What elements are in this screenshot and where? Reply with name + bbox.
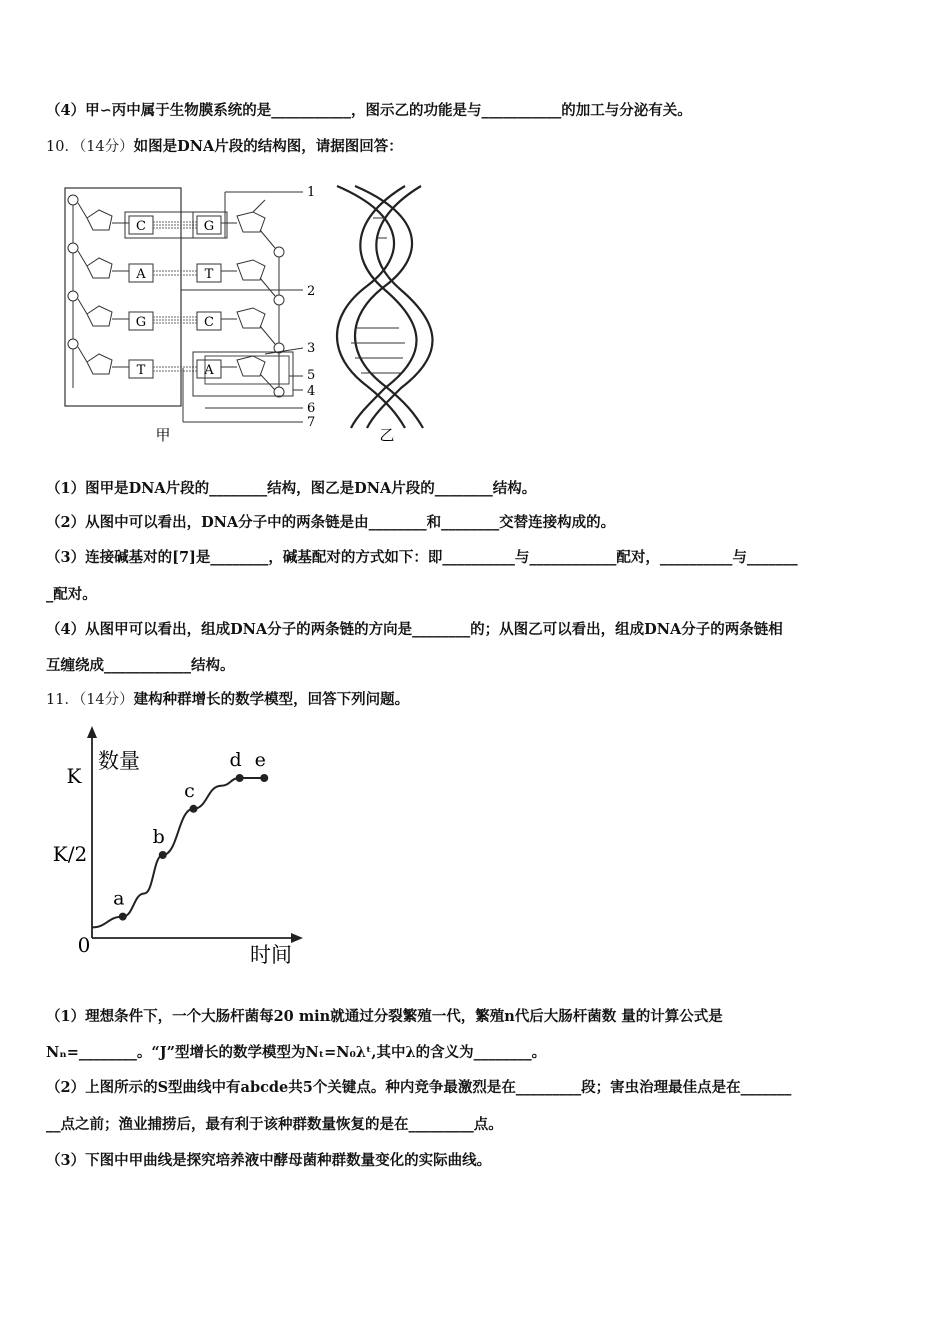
q11-points: （14分） — [78, 692, 134, 708]
callout-2: 2 — [307, 284, 316, 299]
point-e — [260, 774, 268, 782]
helix-rungs — [351, 218, 405, 373]
callout-5: 5 — [307, 368, 316, 383]
q10-part3a: （3）连接碱基对的[7]是________，碱基配对的方式如下：即__________与____________配对，__________与_______ — [46, 549, 798, 566]
callout-7: 7 — [307, 415, 316, 430]
y-axis-arrow-icon — [87, 726, 97, 738]
point-a — [119, 913, 127, 921]
q11-header — [46, 690, 409, 710]
q10-part4a: （4）从图甲可以看出，组成DNA分子的两条链的方向是________的；从图乙可以看出，组成DNA分子的两条链相 — [46, 621, 783, 638]
base-left-4: T — [136, 363, 146, 378]
s-curve-chart — [50, 722, 310, 972]
q10-points: （14分） — [78, 139, 134, 155]
q10-part1: （1）图甲是DNA片段的________结构，图乙是DNA片段的________结构。 — [46, 480, 537, 497]
point-label-b: b — [152, 826, 165, 848]
y-tick-k: K — [66, 764, 82, 788]
y-axis-label: 数量 — [98, 749, 140, 773]
q11-part3: （3）下图中甲曲线是探究培养液中酵母菌种群数量变化的实际曲线。 — [46, 1152, 492, 1169]
y-tick-zero: 0 — [77, 933, 91, 957]
point-label-c: c — [184, 779, 195, 802]
q11-part1a: （1）理想条件下，一个大肠杆菌每20 min就通过分裂繁殖一代，繁殖n代后大肠杆菌数 量的计算公式是 — [46, 1008, 723, 1025]
q11-stem: 建构种群增长的数学模型，回答下列问题。 — [133, 691, 410, 708]
q9-part4: （4）甲∽丙中属于生物膜系统的是___________，图示乙的功能是与___________的加工与分泌有关。 — [46, 102, 692, 119]
point-label-e: e — [254, 749, 266, 771]
callout-4: 4 — [307, 384, 316, 399]
callout-1: 1 — [307, 185, 316, 200]
double-helix — [337, 186, 433, 428]
base-right-1: G — [203, 219, 215, 234]
point-label-d: d — [229, 749, 242, 771]
base-left-1: C — [136, 219, 146, 234]
label-jia: 甲 — [155, 426, 171, 444]
q10-header — [46, 137, 403, 157]
base-left-3: G — [135, 315, 147, 330]
base-right-4: A — [204, 363, 214, 378]
point-b — [159, 851, 167, 859]
dna-rows — [68, 195, 284, 397]
base-right-3: C — [204, 315, 214, 330]
dna-structure-figure — [55, 178, 455, 450]
left-strand-frame — [65, 188, 181, 406]
base-right-2: T — [204, 267, 214, 282]
q11-number: 11． — [46, 692, 79, 708]
q10-part4b: 互缠绕成____________结构。 — [46, 657, 235, 674]
q11-part1b: Nₙ=________。“J”型增长的数学模型为Nₜ=N₀λᵗ,其中λ的含义为________。 — [46, 1044, 547, 1061]
callout-3: 3 — [307, 341, 316, 356]
q11-part2b: __点之前；渔业捕捞后，最有利于该种群数量恢复的是在_________点。 — [46, 1116, 503, 1133]
callout-6: 6 — [307, 401, 316, 416]
x-axis-label: 时间 — [250, 943, 292, 967]
q10-part2: （2）从图中可以看出，DNA分子中的两条链是由________和________交替连接构成的。 — [46, 514, 616, 531]
q10-number: 10． — [46, 139, 79, 155]
q10-stem: 如图是DNA片段的结构图，请据图回答： — [133, 138, 403, 155]
point-label-a: a — [113, 887, 125, 910]
point-d — [236, 774, 244, 782]
base-left-2: A — [136, 267, 146, 282]
x-axis-arrow-icon — [291, 933, 303, 943]
label-yi: 乙 — [379, 426, 395, 444]
q10-part3b: _配对。 — [46, 586, 97, 603]
q11-part2a: （2）上图所示的S型曲线中有abcde共5个关键点。种内竞争最激烈是在_________段；害虫治理最佳点是在_______ — [46, 1079, 792, 1096]
y-tick-k-half: K/2 — [52, 842, 88, 866]
point-c — [190, 805, 198, 813]
key-points — [113, 749, 268, 921]
